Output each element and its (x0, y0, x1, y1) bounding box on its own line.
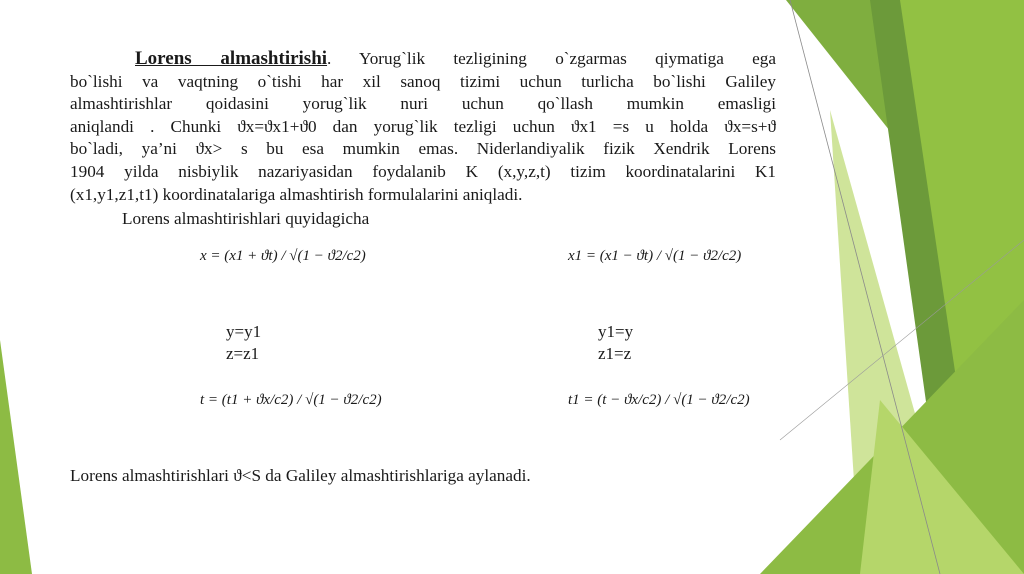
paragraph-line-6: 1904 yilda nisbiylik nazariyasidan foydalanib K (x,y,z,t) tizim koordinatalarini K1 (70, 161, 776, 181)
intro-line: Lorens almashtirishlari quyidagicha (122, 209, 370, 229)
paragraph-line-2: bo`lishi va vaqtning o`tishi har xil sanoq tizimi uchun turlicha bo`lishi Galiley (70, 71, 776, 91)
equation-t: t = (t1 + ϑx/c2) / √(1 − ϑ2/c2) (200, 392, 382, 408)
paragraph-line-3: almashtirishlar qoidasini yorug`lik nuri uchun qo`llash mumkin emasligi (70, 94, 776, 114)
equation-t-prime: t1 = (t − ϑx/c2) / √(1 − ϑ2/c2) (568, 392, 750, 408)
green-left-accent (0, 340, 32, 574)
equation-y: y=y1 (226, 322, 262, 341)
document-body (70, 48, 776, 231)
equation-x: x = (x1 + ϑt) / √(1 − ϑ2/c2) (200, 248, 366, 264)
equation-y-prime: y1=y (598, 322, 634, 341)
main-paragraph (70, 48, 776, 206)
equation-x-prime: x1 = (x1 − ϑt) / √(1 − ϑ2/c2) (568, 248, 742, 264)
conclusion-line: Lorens almashtirishlari ϑ<S da Galiley almashtirishlariga aylanadi. (70, 466, 531, 485)
paragraph-line-5: bo`ladi, ya’ni ϑx> s bu esa mumkin emas. Niderlandiyalik fizik Xendrik Lorens (70, 139, 776, 159)
equation-z-prime: z1=z (598, 344, 632, 363)
equation-z: z=z1 (226, 344, 260, 363)
paragraph-line-4: aniqlandi . Chunki ϑx=ϑx1+ϑ0 dan yorug`lik tezligi uchun ϑx1 =s u holda ϑx=s+ϑ (70, 116, 776, 136)
paragraph-line-1: Lorens almashtirishi. Yorug`lik tezligining o`zgarmas qiymatiga ega (135, 48, 776, 69)
heading: Lorens almashtirishi (135, 48, 328, 69)
paragraph-line-7: (x1,y1,z1,t1) koordinatalariga almashtirish formulalarini aniqladi. (70, 184, 523, 204)
